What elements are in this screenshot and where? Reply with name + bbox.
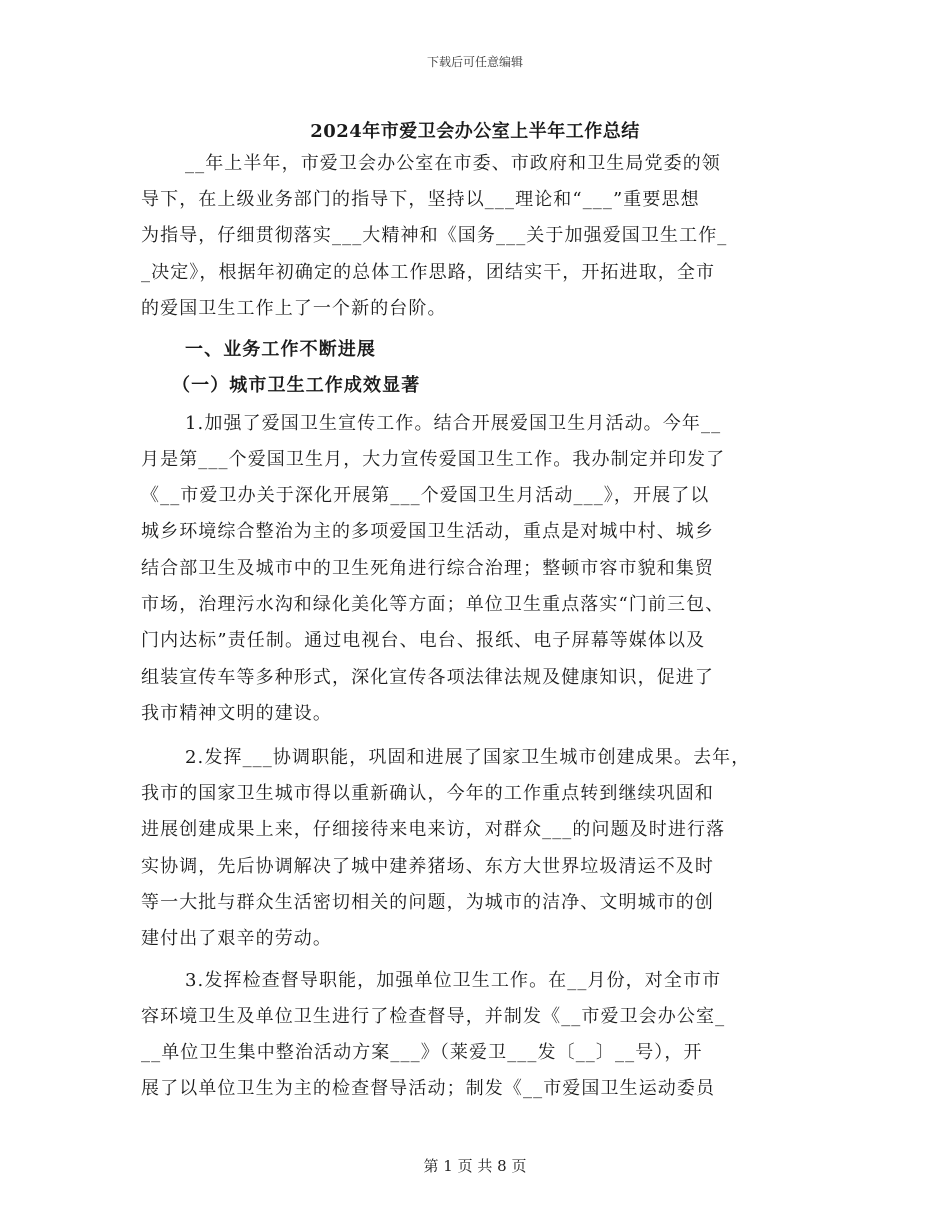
item3-line: __单位卫生集中整治活动方案___》（莱爱卫___发〔__〕__号），开 — [141, 1042, 703, 1063]
subsection-heading: （一）城市卫生工作成效显著 — [172, 375, 421, 396]
item2-line: 等一大批与群众生活密切相关的问题，为城市的洁净、文明城市的创 — [141, 892, 714, 913]
intro-line: _决定》，根据年初确定的总体工作思路，团结实干，开拓进取，全市 — [141, 262, 716, 283]
item1-line: 城乡环境综合整治为主的多项爱国卫生活动，重点是对城中村、城乡 — [141, 521, 714, 542]
intro-line: 导下，在上级业务部门的指导下，坚持以___理论和“___”重要思想 — [141, 189, 700, 210]
item3-line: 展了以单位卫生为主的检查督导活动；制发《__市爱国卫生运动委员 — [141, 1078, 716, 1099]
intro-line: 的爱国卫生工作上了一个新的台阶。 — [141, 298, 447, 319]
item3-line: 容环境卫生及单位卫生进行了检查督导，并制发《__市爱卫会办公室_ — [141, 1006, 726, 1027]
item1-line: 门内达标”责任制。通过电视台、电台、报纸、电子屏幕等媒体以及 — [141, 630, 706, 651]
item1-line: 《__市爱卫办关于深化开展第___个爱国卫生月活动___》，开展了以 — [141, 485, 710, 506]
item2-line: 实协调，先后协调解决了城中建养猪场、东方大世界垃圾清运不及时 — [141, 856, 714, 877]
page-footer: 第 1 页 共 8 页 — [423, 1157, 527, 1175]
item2-line: 进展创建成果上来，仔细接待来电来访，对群众___的问题及时进行落 — [141, 819, 726, 840]
header-note: 下载后可任意编辑 — [426, 55, 523, 69]
section-heading: 一、业务工作不断进展 — [185, 339, 376, 360]
item1-line: 月是第___个爱国卫生月，大力宣传爱国卫生工作。我办制定并印发了 — [141, 449, 726, 470]
item1-line: 我市精神文明的建设。 — [141, 703, 332, 724]
item2-line: 2.发挥___协调职能，巩固和进展了国家卫生城市创建成果。去年， — [185, 747, 751, 768]
item1-line: 组装宣传车等多种形式，深化宣传各项法律法规及健康知识，促进了 — [141, 667, 714, 688]
document-title: 2024年市爱卫会办公室上半年工作总结 — [310, 121, 640, 142]
item1-line: 市场，治理污水沟和绿化美化等方面；单位卫生重点落实“门前三包、 — [141, 594, 725, 615]
item1-line: 结合部卫生及城市中的卫生死角进行综合治理；整顿市容市貌和集贸 — [141, 558, 714, 579]
intro-line: 为指导，仔细贯彻落实___大精神和《国务___关于加强爱国卫生工作_ — [141, 225, 728, 246]
item3-line: 3.发挥检查督导职能，加强单位卫生工作。在__月份，对全市市 — [185, 970, 722, 991]
intro-line: __年上半年，市爱卫会办公室在市委、市政府和卫生局党委的领 — [185, 153, 721, 174]
item1-line: 1.加强了爱国卫生宣传工作。结合开展爱国卫生月活动。今年__ — [185, 413, 722, 434]
item2-line: 我市的国家卫生城市得以重新确认，今年的工作重点转到继续巩固和 — [141, 783, 714, 804]
item2-line: 建付出了艰辛的劳动。 — [141, 928, 332, 949]
